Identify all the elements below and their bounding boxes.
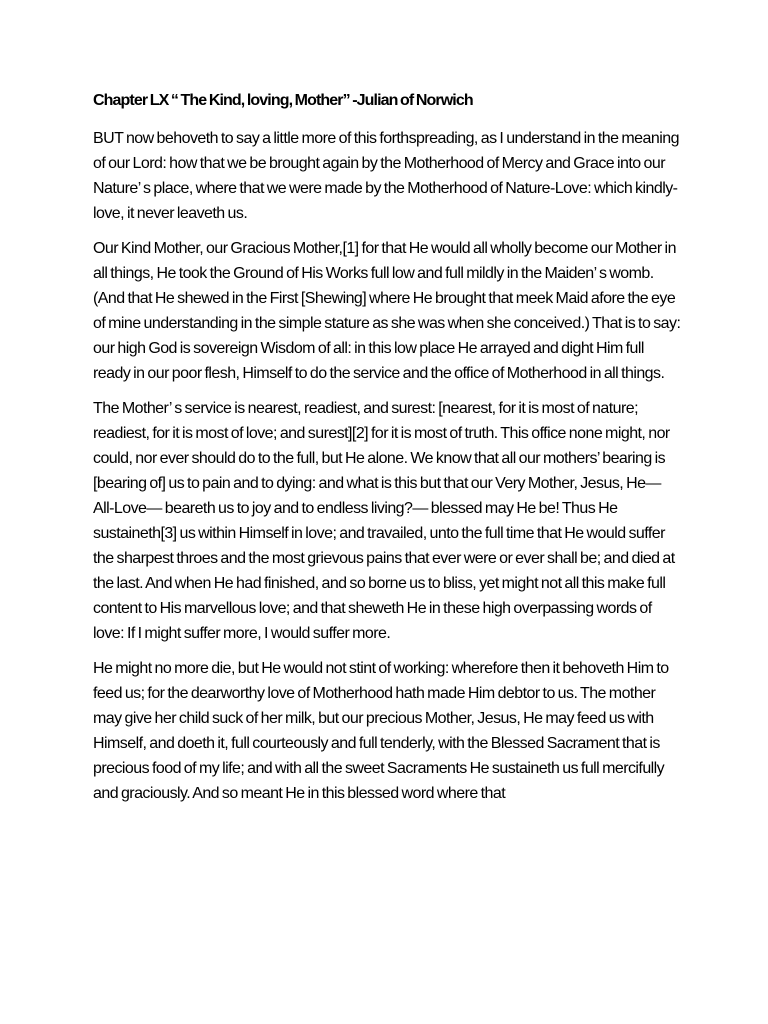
document-page bbox=[93, 88, 683, 816]
paragraph-1: BUT now behoveth to say a little more of this forthspreading, as I understand in the meaning of our Lord: how that we be brought again by the Motherhood of Mercy and Grace into our Nature’ s place, where that we were made by the Motherhood of Nature-Love: which kindly-love, it never leaveth us. bbox=[93, 130, 679, 222]
paragraph-2: Our Kind Mother, our Gracious Mother,[1] for that He would all wholly become our Mother in all things, He took the Ground of His Works full low and full mildly in the Maiden’ s womb. (And that He shewed in the First [Shewing] where He brought that meek Maid afore the eye of mine understanding in the simple stature as she was when she conceived.) That is to say: our high God is sovereign Wisdom of all: in this low place He arrayed and dight Him full ready in our poor flesh, Himself to do the service and the office of Motherhood in all things. bbox=[93, 240, 681, 382]
paragraph-4: He might no more die, but He would not stint of working: wherefore then it behoveth Him to feed us; for the dearworthy love of Motherhood hath made Him debtor to us. The mother may give her child suck of her milk, but our precious Mother, Jesus, He may feed us with Himself, and doeth it, full courteously and full tenderly, with the Blessed Sacrament that is precious food of my life; and with all the sweet Sacraments He sustaineth us full mercifully and graciously. And so meant He in this blessed word where that bbox=[93, 660, 669, 802]
paragraph-3: The Mother’ s service is nearest, readiest, and surest: [nearest, for it is most of nature; readiest, for it is most of love; and surest][2] for it is most of truth. This office none might, nor could, nor ever should do to the full, but He alone. We know that all our mothers’ bearing is [bearing of] us to pain and to dying: and what is this but that our Very Mother, Jesus, He— All-Love— beareth us to joy and to endless living?— blessed may He be! Thus He sustaineth[3] us within Himself in love; and travailed, unto the full time that He would suffer the sharpest throes and the most grievous pains that ever were or ever shall be; and died at the last. And when He had finished, and so borne us to bliss, yet might not all this make full content to His marvellous love; and that sheweth He in these high overpassing words of love: If I might suffer more, I would suffer more. bbox=[93, 400, 675, 642]
chapter-title: Chapter LX “ The Kind, loving, Mother” -Julian of Norwich bbox=[93, 92, 473, 109]
